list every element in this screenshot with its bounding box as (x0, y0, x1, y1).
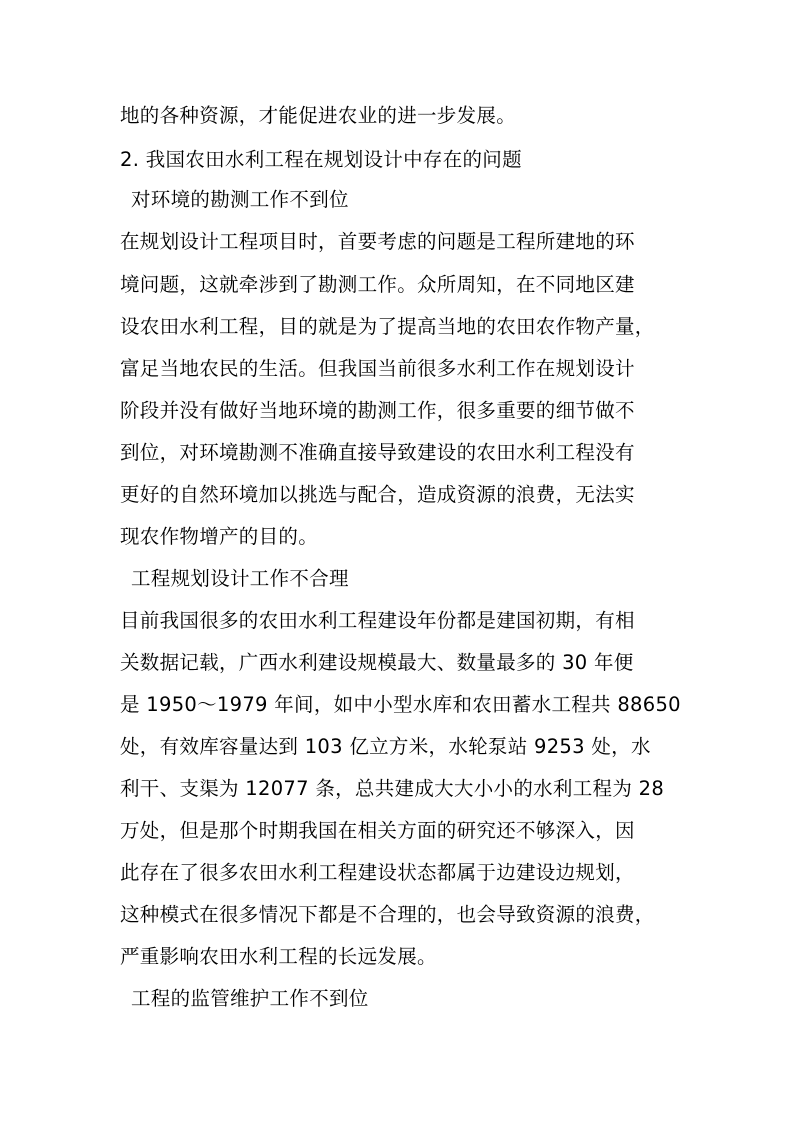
paragraph-line: 在规划设计工程项目时，首要考虑的问题是工程所建地的环 (120, 230, 635, 253)
paragraph-line: 这种模式在很多情况下都是不合理的，也会导致资源的浪费， (120, 903, 655, 926)
subsection-heading: 对环境的勘测工作不到位 (131, 188, 349, 211)
paragraph-line: 更好的自然环境加以挑选与配合，造成资源的浪费，无法实 (120, 483, 635, 506)
paragraph-line: 富足当地农民的生活。但我国当前很多水利工作在规划设计 (120, 357, 635, 380)
paragraph-line: 境问题，这就牵涉到了勘测工作。众所周知，在不同地区建 (120, 273, 635, 296)
paragraph-line: 到位，对环境勘测不准确直接导致建设的农田水利工程没有 (120, 441, 635, 464)
paragraph-line: 是 1950～1979 年间，如中小型水库和农田蓄水工程共 88650 (120, 693, 681, 716)
section-heading: 2. 我国农田水利工程在规划设计中存在的问题 (120, 148, 522, 171)
paragraph-line: 关数据记载，广西水利建设规模最大、数量最多的 30 年便 (120, 651, 634, 674)
paragraph-line: 处，有效库容量达到 103 亿立方米，水轮泵站 9253 处，水 (120, 735, 651, 758)
paragraph-line: 此存在了很多农田水利工程建设状态都属于边建设边规划， (120, 861, 635, 884)
paragraph-line: 阶段并没有做好当地环境的勘测工作，很多重要的细节做不 (120, 399, 635, 422)
paragraph-line: 利干、支渠为 12077 条，总共建成大大小小的水利工程为 28 (120, 777, 665, 800)
paragraph-line: 严重影响农田水利工程的长远发展。 (120, 945, 437, 968)
paragraph-line: 设农田水利工程，目的就是为了提高当地的农田农作物产量， (120, 315, 655, 338)
paragraph-line: 地的各种资源，才能促进农业的进一步发展。 (120, 104, 517, 127)
subsection-heading: 工程的监管维护工作不到位 (131, 987, 369, 1010)
paragraph-line: 目前我国很多的农田水利工程建设年份都是建国初期，有相 (120, 609, 635, 632)
subsection-heading: 工程规划设计工作不合理 (131, 567, 349, 590)
paragraph-line: 万处，但是那个时期我国在相关方面的研究还不够深入，因 (120, 819, 635, 842)
paragraph-line: 现农作物增产的目的。 (120, 525, 319, 548)
